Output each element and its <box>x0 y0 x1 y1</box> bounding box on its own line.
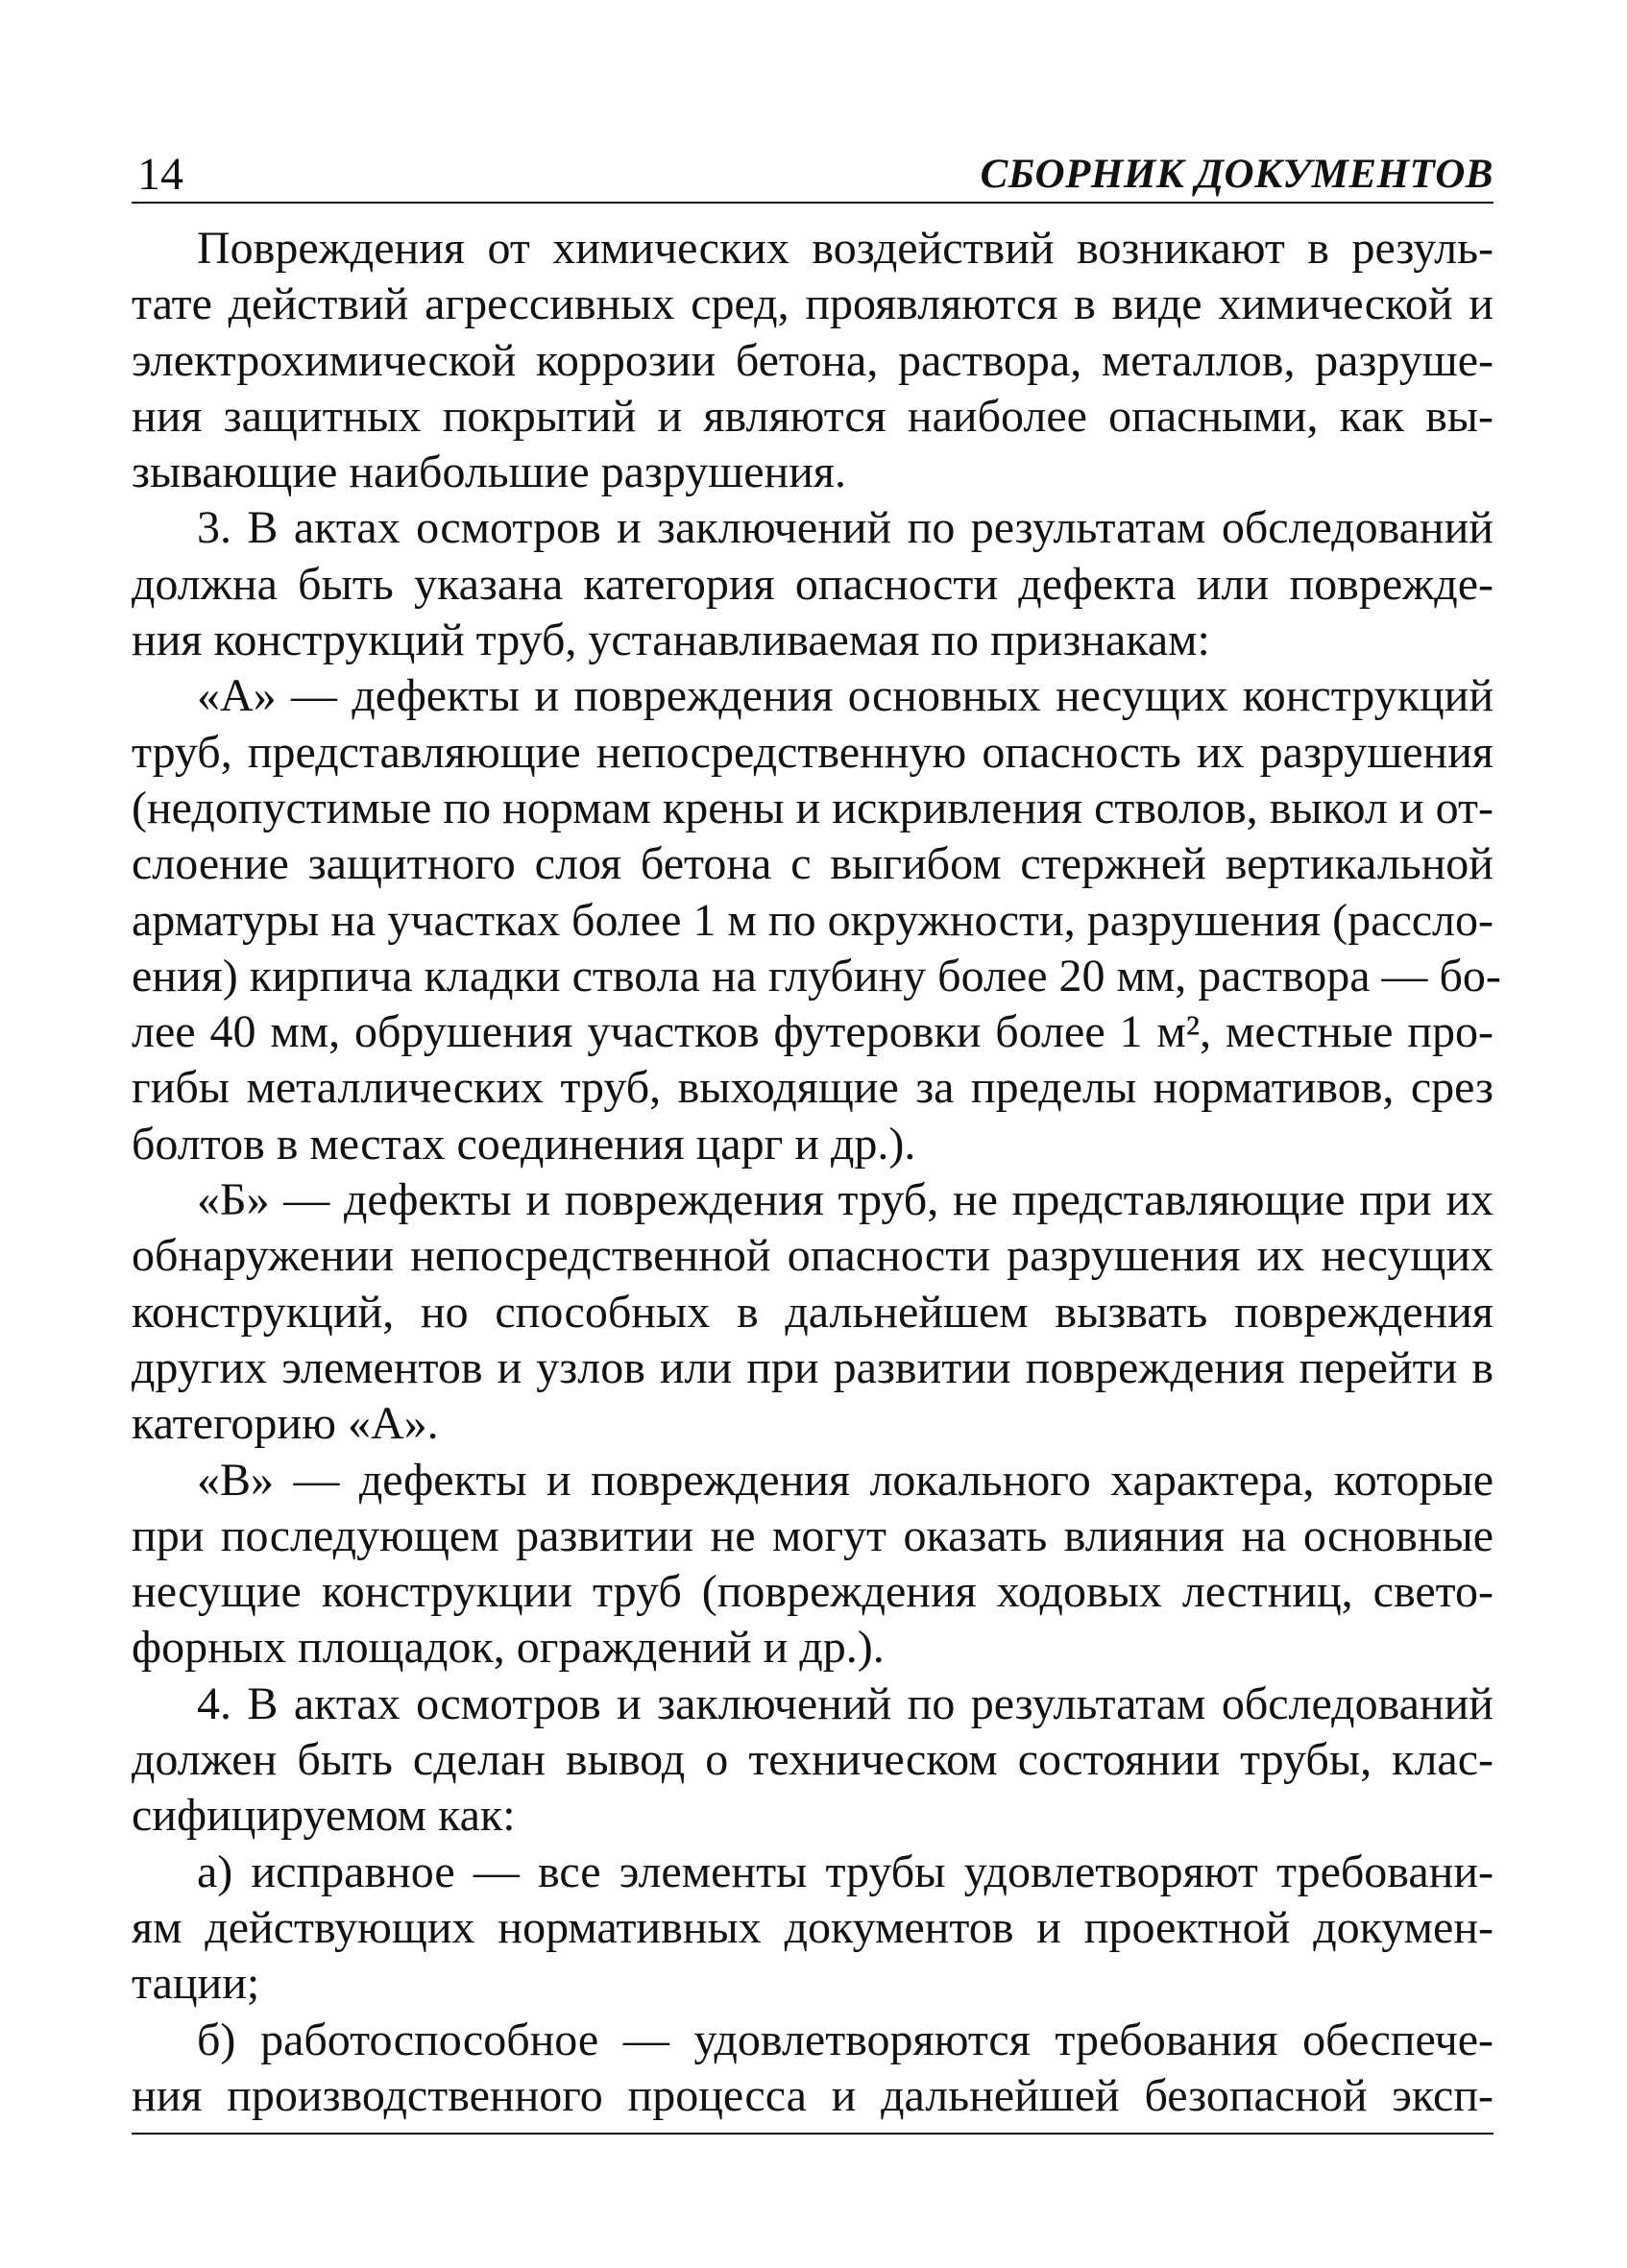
text-line: зывающие наибольшие разрушения. <box>132 446 846 498</box>
text-line: при последующем развитии не могут оказать влияния на основные <box>132 1509 1493 1561</box>
text-line: ния защитных покрытий и являются наиболее опасными, как вы- <box>132 390 1493 442</box>
text-line: «В» — дефекты и повреждения локального характера, которые <box>197 1454 1493 1506</box>
text-line: электрохимической коррозии бетона, раствора, металлов, разруше- <box>132 334 1493 386</box>
text-line: других элементов и узлов или при развитии повреждения перейти в <box>132 1341 1493 1393</box>
text-line: ям действующих нормативных документов и проектной докумен- <box>132 1901 1493 1953</box>
text-line: (недопустимые по нормам крены и искривления стволов, выкол и от- <box>132 782 1493 833</box>
body-text <box>132 221 1501 2124</box>
text-line: 4. В актах осмотров и заключений по результатам обследований <box>197 1677 1493 1729</box>
text-line: гибы металлических труб, выходящие за пределы нормативов, срез <box>132 1062 1493 1114</box>
text-line: Повреждения от химических воздействий возникают в резуль- <box>197 223 1493 274</box>
running-head: СБОРНИК ДОКУМЕНТОВ <box>980 152 1493 197</box>
text-line: тации; <box>132 1958 260 2010</box>
page-header <box>132 144 1493 204</box>
text-line: болтов в местах соединения царг и др.). <box>132 1118 916 1170</box>
text-line: труб, представляющие непосредственную опасность их разрушения <box>132 726 1493 778</box>
text-line: б) работоспособное — удовлетворяются требования обеспече- <box>197 2014 1493 2065</box>
page-number: 14 <box>137 149 183 200</box>
text-line: «А» — дефекты и повреждения основных несущих конструкций <box>197 670 1493 722</box>
text-line: должна быть указана категория опасности дефекта или поврежде- <box>132 558 1493 610</box>
text-line: тате действий агрессивных сред, проявляются в виде химической и <box>132 278 1493 330</box>
text-line: ения) кирпича кладки ствола на глубину более 20 мм, раствора — бо- <box>132 950 1501 1001</box>
text-line: арматуры на участках более 1 м по окружности, разрушения (рассло- <box>132 894 1493 946</box>
text-line: форных площадок, ограждений и др.). <box>132 1622 885 1674</box>
text-line: конструкций, но способных в дальнейшем вызвать повреждения <box>132 1286 1493 1338</box>
text-line: обнаружении непосредственной опасности разрушения их несущих <box>132 1230 1493 1282</box>
text-line: сифицируемом как: <box>132 1790 516 1842</box>
text-line: категорию «А». <box>132 1398 439 1450</box>
text-line: слоение защитного слоя бетона с выгибом стержней вертикальной <box>132 838 1493 890</box>
text-line: ния конструкций труб, устанавливаемая по признакам: <box>132 615 1210 666</box>
footer-rule <box>132 2133 1493 2135</box>
text-line: несущие конструкции труб (повреждения ходовых лестниц, свето- <box>132 1566 1493 1618</box>
text-line: 3. В актах осмотров и заключений по результатам обследований <box>197 502 1493 554</box>
text-line: должен быть сделан вывод о техническом состоянии трубы, клас- <box>132 1734 1493 1786</box>
text-line: «Б» — дефекты и повреждения труб, не представляющие при их <box>197 1174 1493 1226</box>
text-line: ния производственного процесса и дальнейшей безопасной эксп- <box>132 2069 1493 2121</box>
text-line: лее 40 мм, обрушения участков футеровки более 1 м², местные про- <box>132 1006 1493 1058</box>
text-line: а) исправное — все элементы трубы удовлетворяют требовани- <box>197 1846 1493 1897</box>
